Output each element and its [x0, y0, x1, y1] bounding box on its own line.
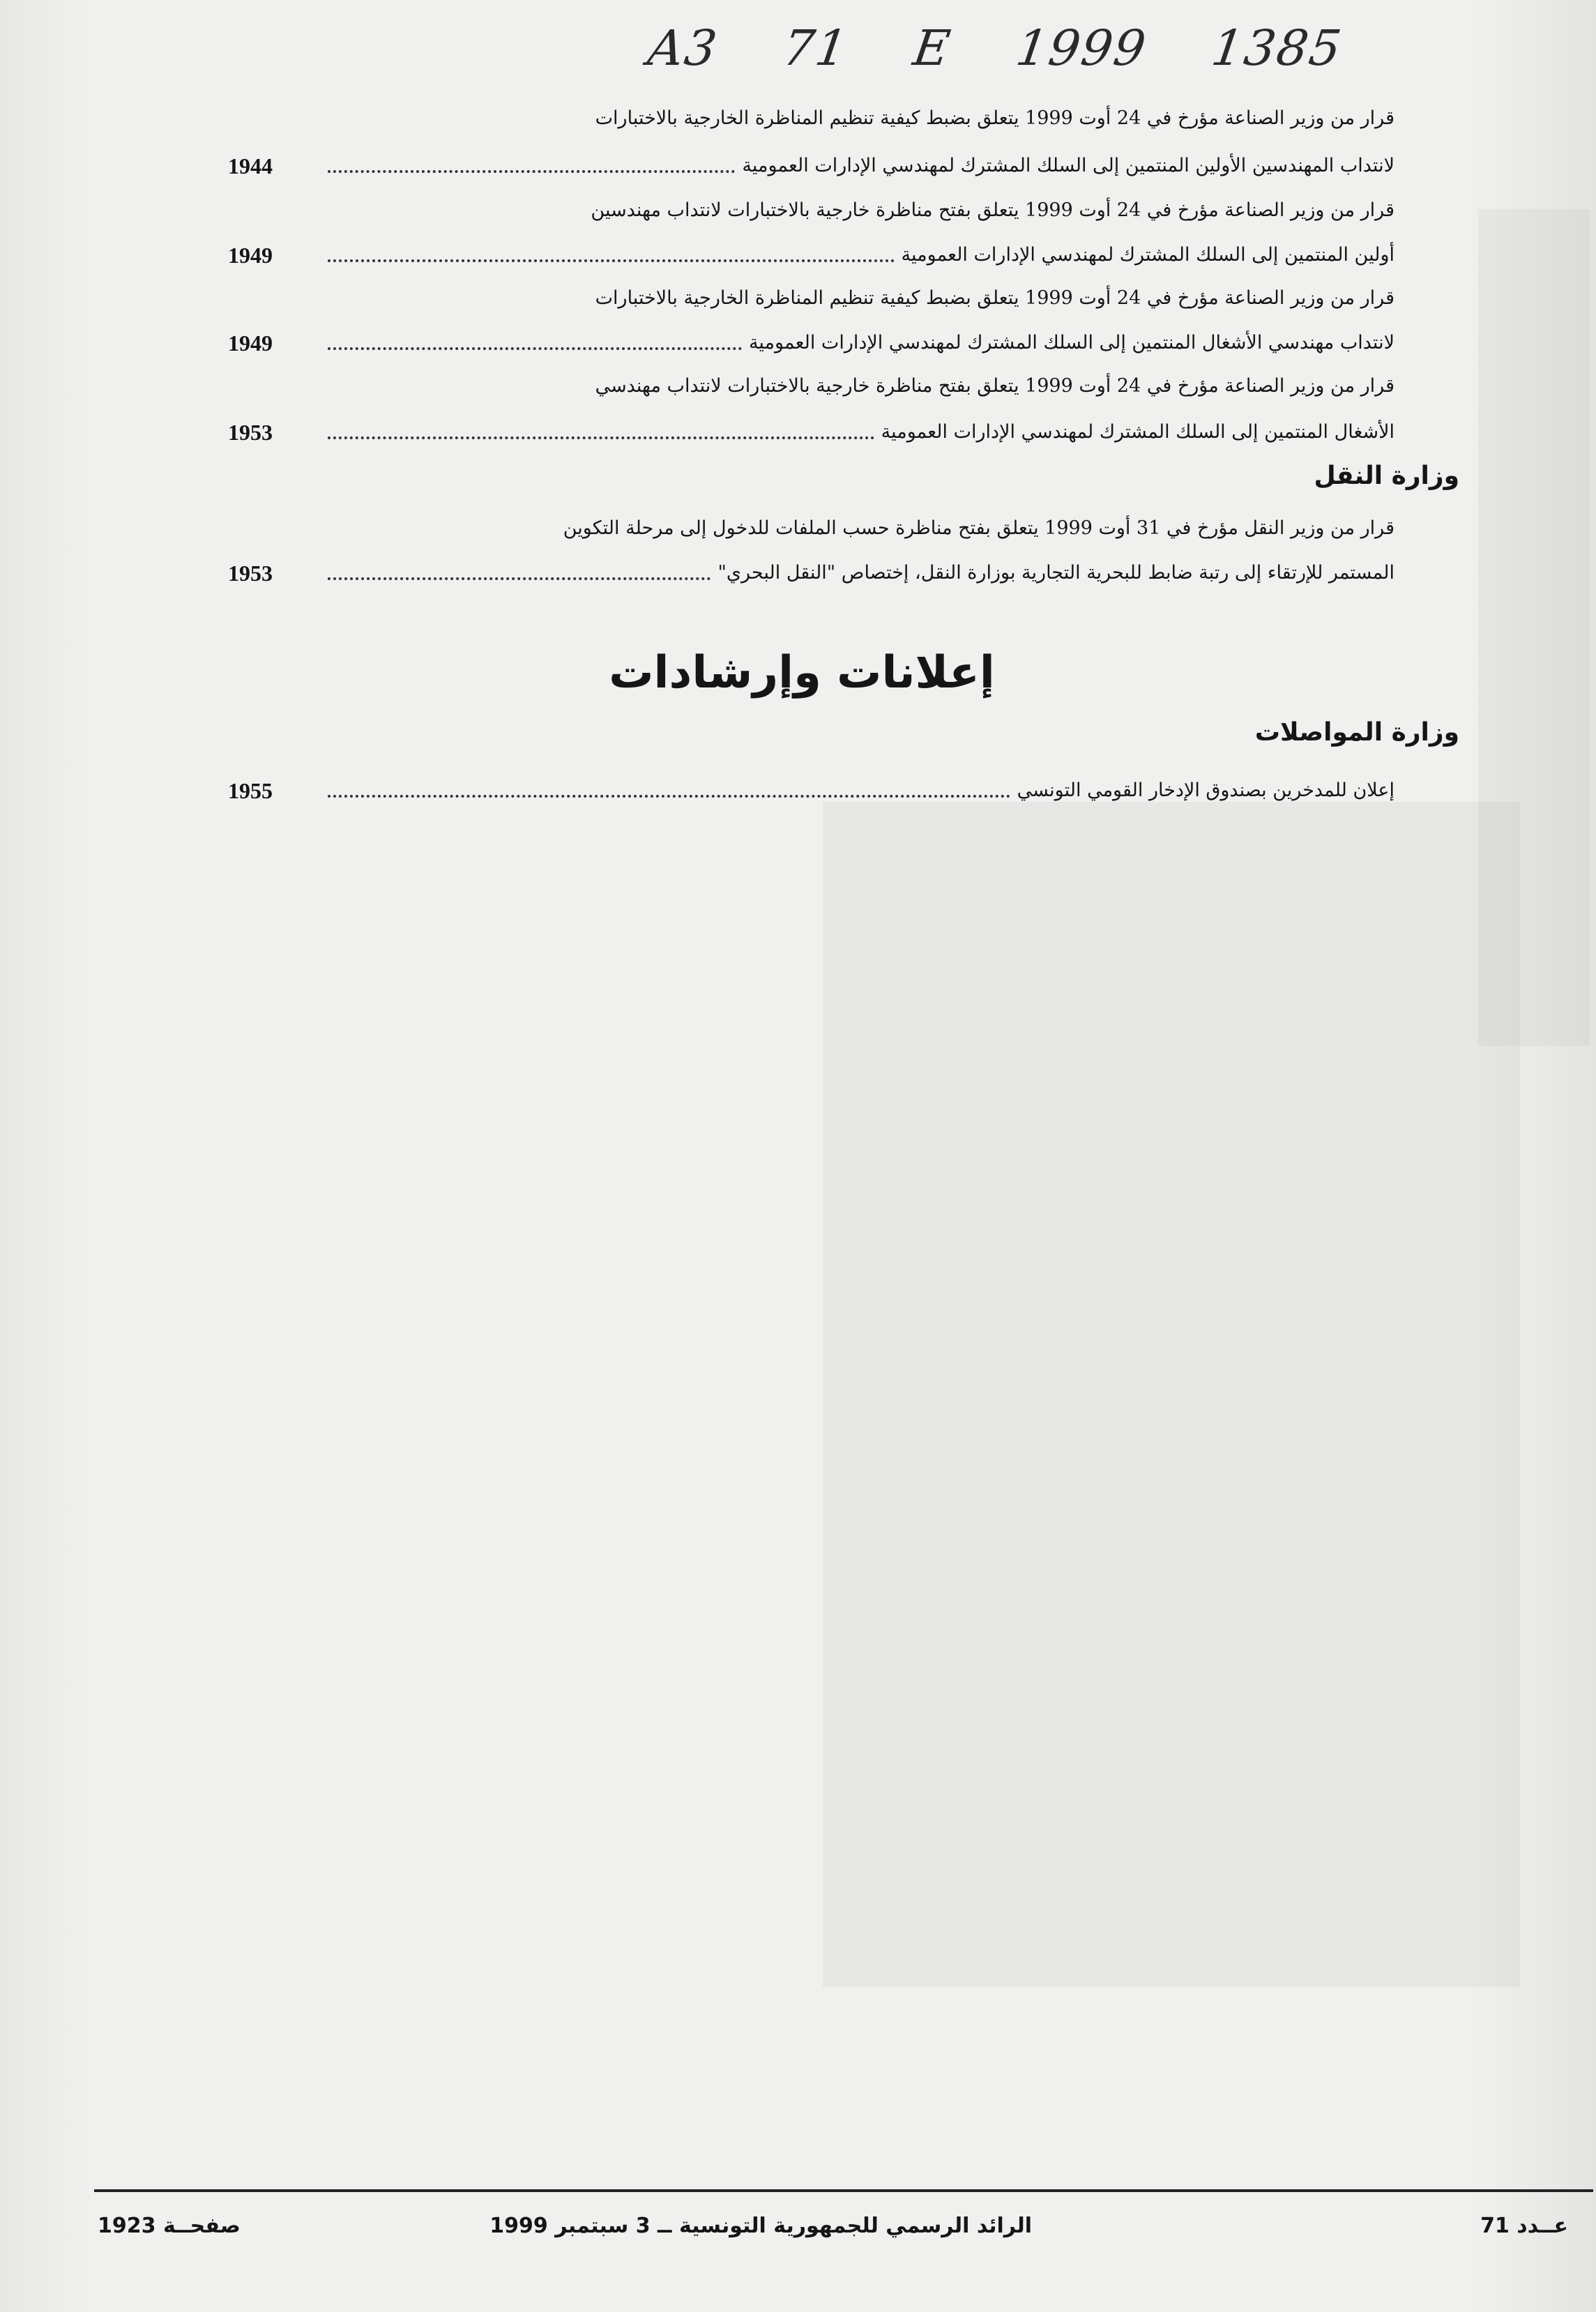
entry-1-line-2	[321, 145, 1394, 187]
dot-leader	[328, 259, 895, 262]
handwritten-reference: A3 71 E 1999 1385	[644, 20, 1346, 77]
entry-3-line-2	[321, 322, 1394, 364]
entry-4-page: 1953	[228, 420, 273, 445]
dot-leader	[328, 170, 735, 173]
announcements-title: إعلانات وإرشادات	[609, 647, 995, 699]
announcement-text: إعلان للمدخرين بصندوق الإدخار القومي التونسي	[1017, 779, 1394, 801]
entry-3-line-1: قرار من وزير الصناعة مؤرخ في 24 أوت 1999 يتعلق بضبط كيفية تنظيم المناظرة الخارجية بالاختبارات	[595, 287, 1394, 309]
announcement-page: 1955	[228, 778, 273, 803]
entry-4-text: الأشغال المنتمين إلى السلك المشترك لمهندسي الإدارات العمومية	[881, 421, 1394, 443]
dot-leader	[328, 347, 742, 350]
entry-2-page: 1949	[228, 243, 273, 268]
entry-1-text: لانتداب المهندسين الأولين المنتمين إلى السلك المشترك لمهندسي الإدارات العمومية	[742, 155, 1394, 176]
dot-leader	[328, 436, 874, 439]
entry-2-text: أولين المنتمين إلى السلك المشترك لمهندسي الإدارات العمومية	[901, 244, 1394, 266]
footer-page-label: صفحــة 1923	[98, 2214, 241, 2238]
dot-leader	[328, 577, 710, 580]
entry-3-page: 1949	[228, 330, 273, 356]
entry-4-line-2	[321, 411, 1394, 453]
entry-2-line-2	[321, 234, 1394, 276]
ministry-heading-communications: وزارة المواصلات	[1254, 718, 1459, 747]
transport-entry-line-1: قرار من وزير النقل مؤرخ في 31 أوت 1999 يتعلق بفتح مناظرة حسب الملفات للدخول إلى مرحلة التكوين	[563, 517, 1394, 539]
dot-leader	[328, 795, 1010, 798]
entry-4-line-1: قرار من وزير الصناعة مؤرخ في 24 أوت 1999 يتعلق بفتح مناظرة خارجية بالاختبارات لانتداب مهندسي	[595, 375, 1394, 397]
footer-journal: الرائد الرسمي للجمهورية التونسية ــ 3 سبتمبر 1999	[489, 2214, 1032, 2238]
transport-entry-text: المستمر للإرتقاء إلى رتبة ضابط للبحرية التجارية بوزارة النقل، إختصاص "النقل البحري"	[717, 562, 1394, 584]
entry-2-line-1: قرار من وزير الصناعة مؤرخ في 24 أوت 1999 يتعلق بفتح مناظرة خارجية بالاختبارات لانتداب مهندسين	[591, 199, 1394, 221]
footer-rule	[94, 2189, 1593, 2192]
transport-entry-page: 1953	[228, 561, 273, 586]
entry-1-line-1: قرار من وزير الصناعة مؤرخ في 24 أوت 1999 يتعلق بضبط كيفية تنظيم المناظرة الخارجية بالاختبارات	[595, 107, 1394, 129]
ministry-heading-transport: وزارة النقل	[1314, 462, 1459, 490]
transport-entry-line-2	[321, 552, 1394, 594]
bleed-through-block	[1478, 209, 1590, 1046]
bleed-through-block	[823, 802, 1520, 1987]
announcement-entry	[321, 770, 1394, 812]
entry-3-text: لانتداب مهندسي الأشغال المنتمين إلى السلك المشترك لمهندسي الإدارات العمومية	[748, 332, 1394, 353]
footer-issue: عــدد 71	[1480, 2214, 1568, 2238]
entry-1-page: 1944	[228, 153, 273, 178]
